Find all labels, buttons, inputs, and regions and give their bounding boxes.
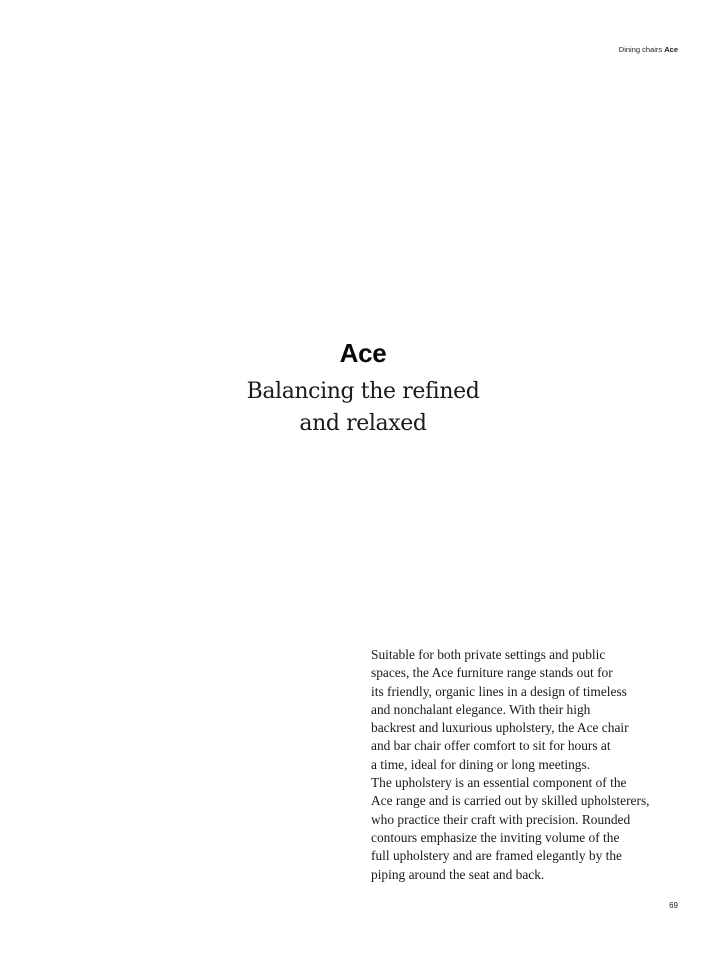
body-line: and bar chair offer comfort to sit for hours at [371, 738, 611, 754]
page-number: 69 [669, 901, 678, 910]
subtitle-line: Balancing the refined [246, 379, 480, 404]
running-head-section: Dining chairs [618, 45, 663, 54]
body-line: backrest and luxurious upholstery, the Ace chair [371, 720, 629, 736]
body-paragraph [371, 646, 671, 884]
body-line: contours emphasize the inviting volume of the [371, 829, 620, 845]
body-line: Suitable for both private settings and public [371, 647, 606, 662]
running-head [619, 45, 678, 54]
body-line: spaces, the Ace furniture range stands out for [371, 665, 613, 681]
running-head-product: Ace [664, 45, 678, 54]
body-line: its friendly, organic lines in a design of timeless [371, 683, 627, 699]
body-line: The upholstery is an essential component of the [371, 775, 627, 791]
body-line: Ace range and is carried out by skilled upholsterers, [371, 793, 650, 809]
title-block [0, 336, 726, 440]
body-line: piping around the seat and back. [371, 866, 545, 882]
body-line: a time, ideal for dining or long meetings. [371, 756, 591, 772]
page-subtitle [0, 376, 726, 440]
subtitle-line: and relaxed [299, 411, 427, 436]
body-line: and nonchalant elegance. With their high [371, 701, 591, 717]
body-line: full upholstery and are framed elegantly by the [371, 848, 622, 864]
body-line: who practice their craft with precision. Rounded [371, 811, 631, 827]
page-title: Ace [339, 338, 387, 368]
